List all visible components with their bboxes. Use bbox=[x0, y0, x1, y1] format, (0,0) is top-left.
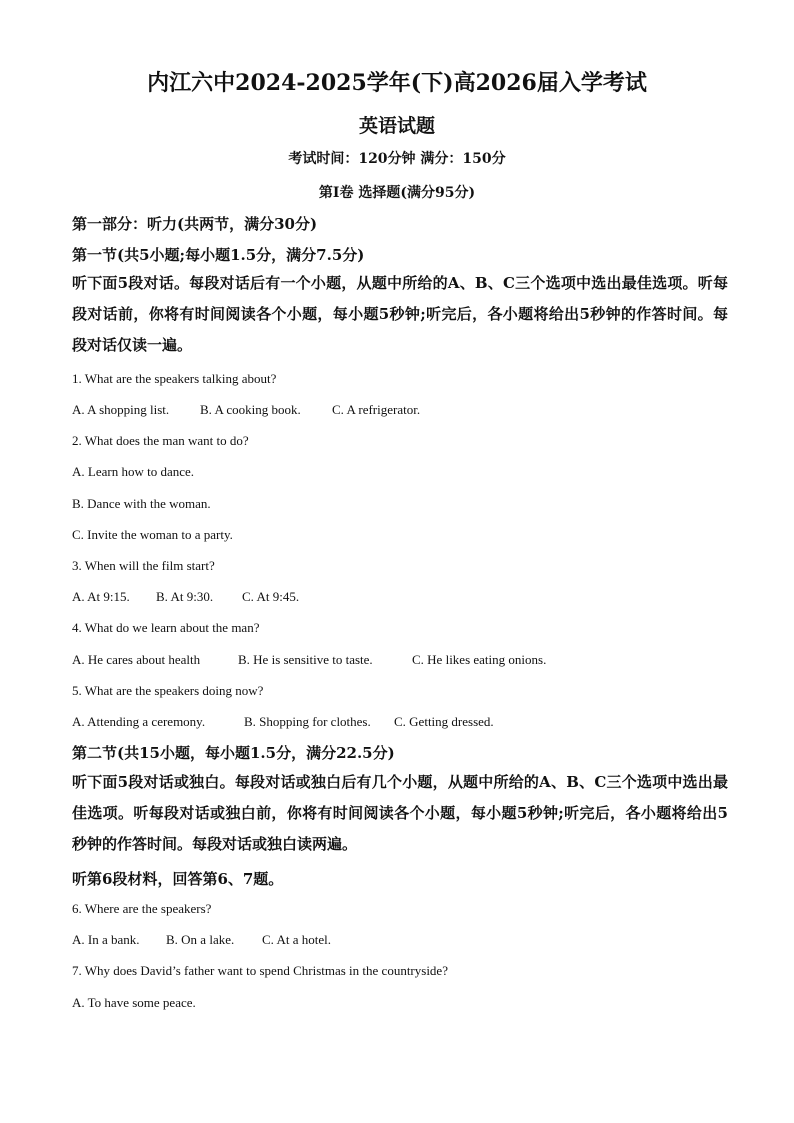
question-2-option-c[interactable]: C. Invite the woman to a party. bbox=[72, 527, 233, 542]
question-5-options bbox=[72, 714, 494, 730]
question-4-option-c[interactable]: C. He likes eating onions. bbox=[412, 652, 547, 667]
question-1-options bbox=[72, 402, 420, 418]
question-4-option-a[interactable]: A. He cares about health bbox=[72, 652, 201, 667]
question-5-stem: 5. What are the speakers doing now? bbox=[72, 683, 264, 698]
question-6-option-a[interactable]: A. In a bank. bbox=[72, 932, 140, 947]
volume-title: 第Ⅰ卷 选择题(满分95分) bbox=[318, 185, 476, 201]
question-6-options bbox=[72, 932, 331, 948]
question-1-option-a[interactable]: A. A shopping list. bbox=[72, 402, 170, 417]
section2-heading: 第二节(共15小题，每小题1.5分，满分22.5分) bbox=[72, 744, 395, 762]
exam-info: 考试时间：120分钟 满分：150分 bbox=[288, 151, 506, 167]
section2-instructions: 听下面5段对话或独白。每段对话或独白后有几个小题，从题中所给的A、B、C三个选项中选出最佳选项。听每段对话或独白前，你将有时间阅读各个小题，每小题5秒钟;听完后，各小题将给出5秒钟的作答时间。每段对话或独白读两遍。 bbox=[72, 773, 728, 853]
question-3-stem: 3. When will the film start? bbox=[72, 558, 215, 573]
question-3-options bbox=[72, 589, 299, 605]
section1-instructions: 听下面5段对话。每段对话后有一个小题，从题中所给的A、B、C三个选项中选出最佳选项。听每段对话前，你将有时间阅读各个小题，每小题5秒钟;听完后，各小题将给出5秒钟的作答时间。每段对话仅读一遍。 bbox=[72, 274, 728, 354]
question-4-option-b[interactable]: B. He is sensitive to taste. bbox=[238, 652, 373, 667]
section1-heading: 第一节(共5小题;每小题1.5分，满分7.5分) bbox=[72, 246, 365, 264]
material-6-heading: 听第6段材料，回答第6、7题。 bbox=[72, 870, 284, 888]
question-1-stem: 1. What are the speakers talking about? bbox=[72, 371, 277, 386]
question-7-option-a[interactable]: A. To have some peace. bbox=[72, 995, 196, 1010]
question-5-option-a[interactable]: A. Attending a ceremony. bbox=[72, 714, 206, 729]
question-1-option-b[interactable]: B. A cooking book. bbox=[200, 402, 301, 417]
question-4-options bbox=[72, 652, 546, 668]
question-5-option-b[interactable]: B. Shopping for clothes. bbox=[244, 714, 371, 729]
question-4-stem: 4. What do we learn about the man? bbox=[72, 620, 260, 635]
subject-title: 英语试题 bbox=[358, 115, 435, 137]
question-3-option-b[interactable]: B. At 9:30. bbox=[156, 589, 214, 604]
question-5-option-c[interactable]: C. Getting dressed. bbox=[394, 714, 494, 729]
question-2-option-b[interactable]: B. Dance with the woman. bbox=[72, 496, 211, 511]
part1-heading: 第一部分：听力(共两节，满分30分) bbox=[72, 215, 318, 233]
question-1-option-c[interactable]: C. A refrigerator. bbox=[332, 402, 421, 417]
question-7-stem: 7. Why does David’s father want to spend Christmas in the countryside? bbox=[72, 963, 448, 978]
question-6-option-b[interactable]: B. On a lake. bbox=[166, 932, 235, 947]
question-6-stem: 6. Where are the speakers? bbox=[72, 901, 212, 916]
question-6-option-c[interactable]: C. At a hotel. bbox=[262, 932, 331, 947]
question-3-option-a[interactable]: A. At 9:15. bbox=[72, 589, 130, 604]
question-3-option-c[interactable]: C. At 9:45. bbox=[242, 589, 300, 604]
question-2-stem: 2. What does the man want to do? bbox=[72, 433, 249, 448]
exam-title: 内江六中2024-2025学年(下)高2026届入学考试 bbox=[147, 70, 647, 96]
question-2-option-a[interactable]: A. Learn how to dance. bbox=[72, 464, 195, 479]
